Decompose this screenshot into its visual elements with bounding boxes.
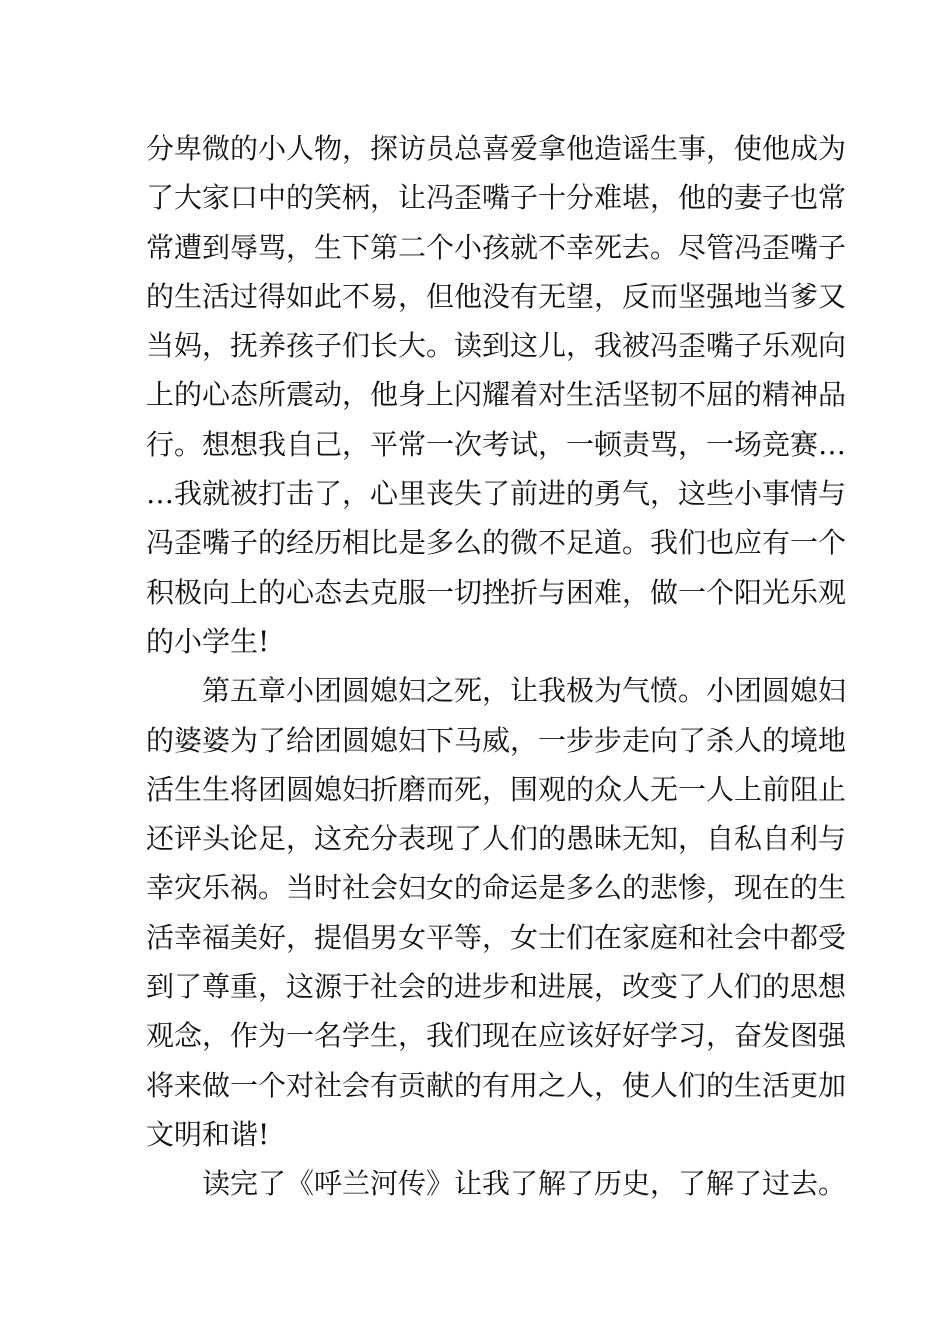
text-line: 了大家口中的笑柄，让冯歪嘴子十分难堪，他的妻子也常 [146, 181, 847, 215]
text-line: 观念，作为一名学生，我们现在应该好好学习，奋发图强 [146, 1019, 847, 1053]
text-line: 的婆婆为了给团圆媳妇下马威，一步步走向了杀人的境地 [146, 723, 847, 757]
text-line: 积极向上的心态去克服一切挫折与困难，做一个阳光乐观 [146, 575, 847, 609]
text-line: 分卑微的小人物，探访员总喜爱拿他造谣生事，使他成为 [146, 132, 847, 165]
text-line: 行。想想我自己，平常一次考试，一顿责骂，一场竞赛… [146, 427, 847, 461]
text-line: 上的心态所震动，他身上闪耀着对生活坚韧不屈的精神品 [146, 378, 847, 412]
text-line: 的生活过得如此不易，但他没有无望，反而坚强地当爹又 [146, 279, 847, 313]
paragraph-first-line: 读完了《呼兰河传》让我了解了历史，了解了过去。 [202, 1167, 847, 1201]
text-line: 常遭到辱骂，生下第二个小孩就不幸死去。尽管冯歪嘴子 [146, 230, 847, 264]
text-line: 活生生将团圆媳妇折磨而死，围观的众人无一人上前阻止 [146, 772, 847, 806]
text-line: 当妈，抚养孩子们长大。读到这儿，我被冯歪嘴子乐观向 [146, 329, 847, 363]
text-line: 到了尊重，这源于社会的进步和进展，改变了人们的思想 [146, 970, 847, 1004]
body-text [146, 124, 847, 1209]
text-line: 还评头论足，这充分表现了人们的愚昧无知，自私自利与 [146, 822, 847, 856]
text-line: 将来做一个对社会有贡献的有用之人，使人们的生活更加 [146, 1068, 847, 1102]
text-line: 幸灾乐祸。当时社会妇女的命运是多么的悲惨，现在的生 [146, 871, 847, 905]
text-line: 冯歪嘴子的经历相比是多么的微不足道。我们也应有一个 [146, 526, 847, 560]
text-line: 文明和谐! [146, 1117, 270, 1151]
paragraph-first-line: 第五章小团圆媳妇之死，让我极为气愤。小团圆媳妇 [202, 674, 847, 708]
text-line: …我就被打击了，心里丧失了前进的勇气，这些小事情与 [146, 477, 847, 511]
text-line: 的小学生! [146, 624, 270, 658]
text-line: 活幸福美好，提倡男女平等，女士们在家庭和社会中都受 [146, 920, 847, 954]
